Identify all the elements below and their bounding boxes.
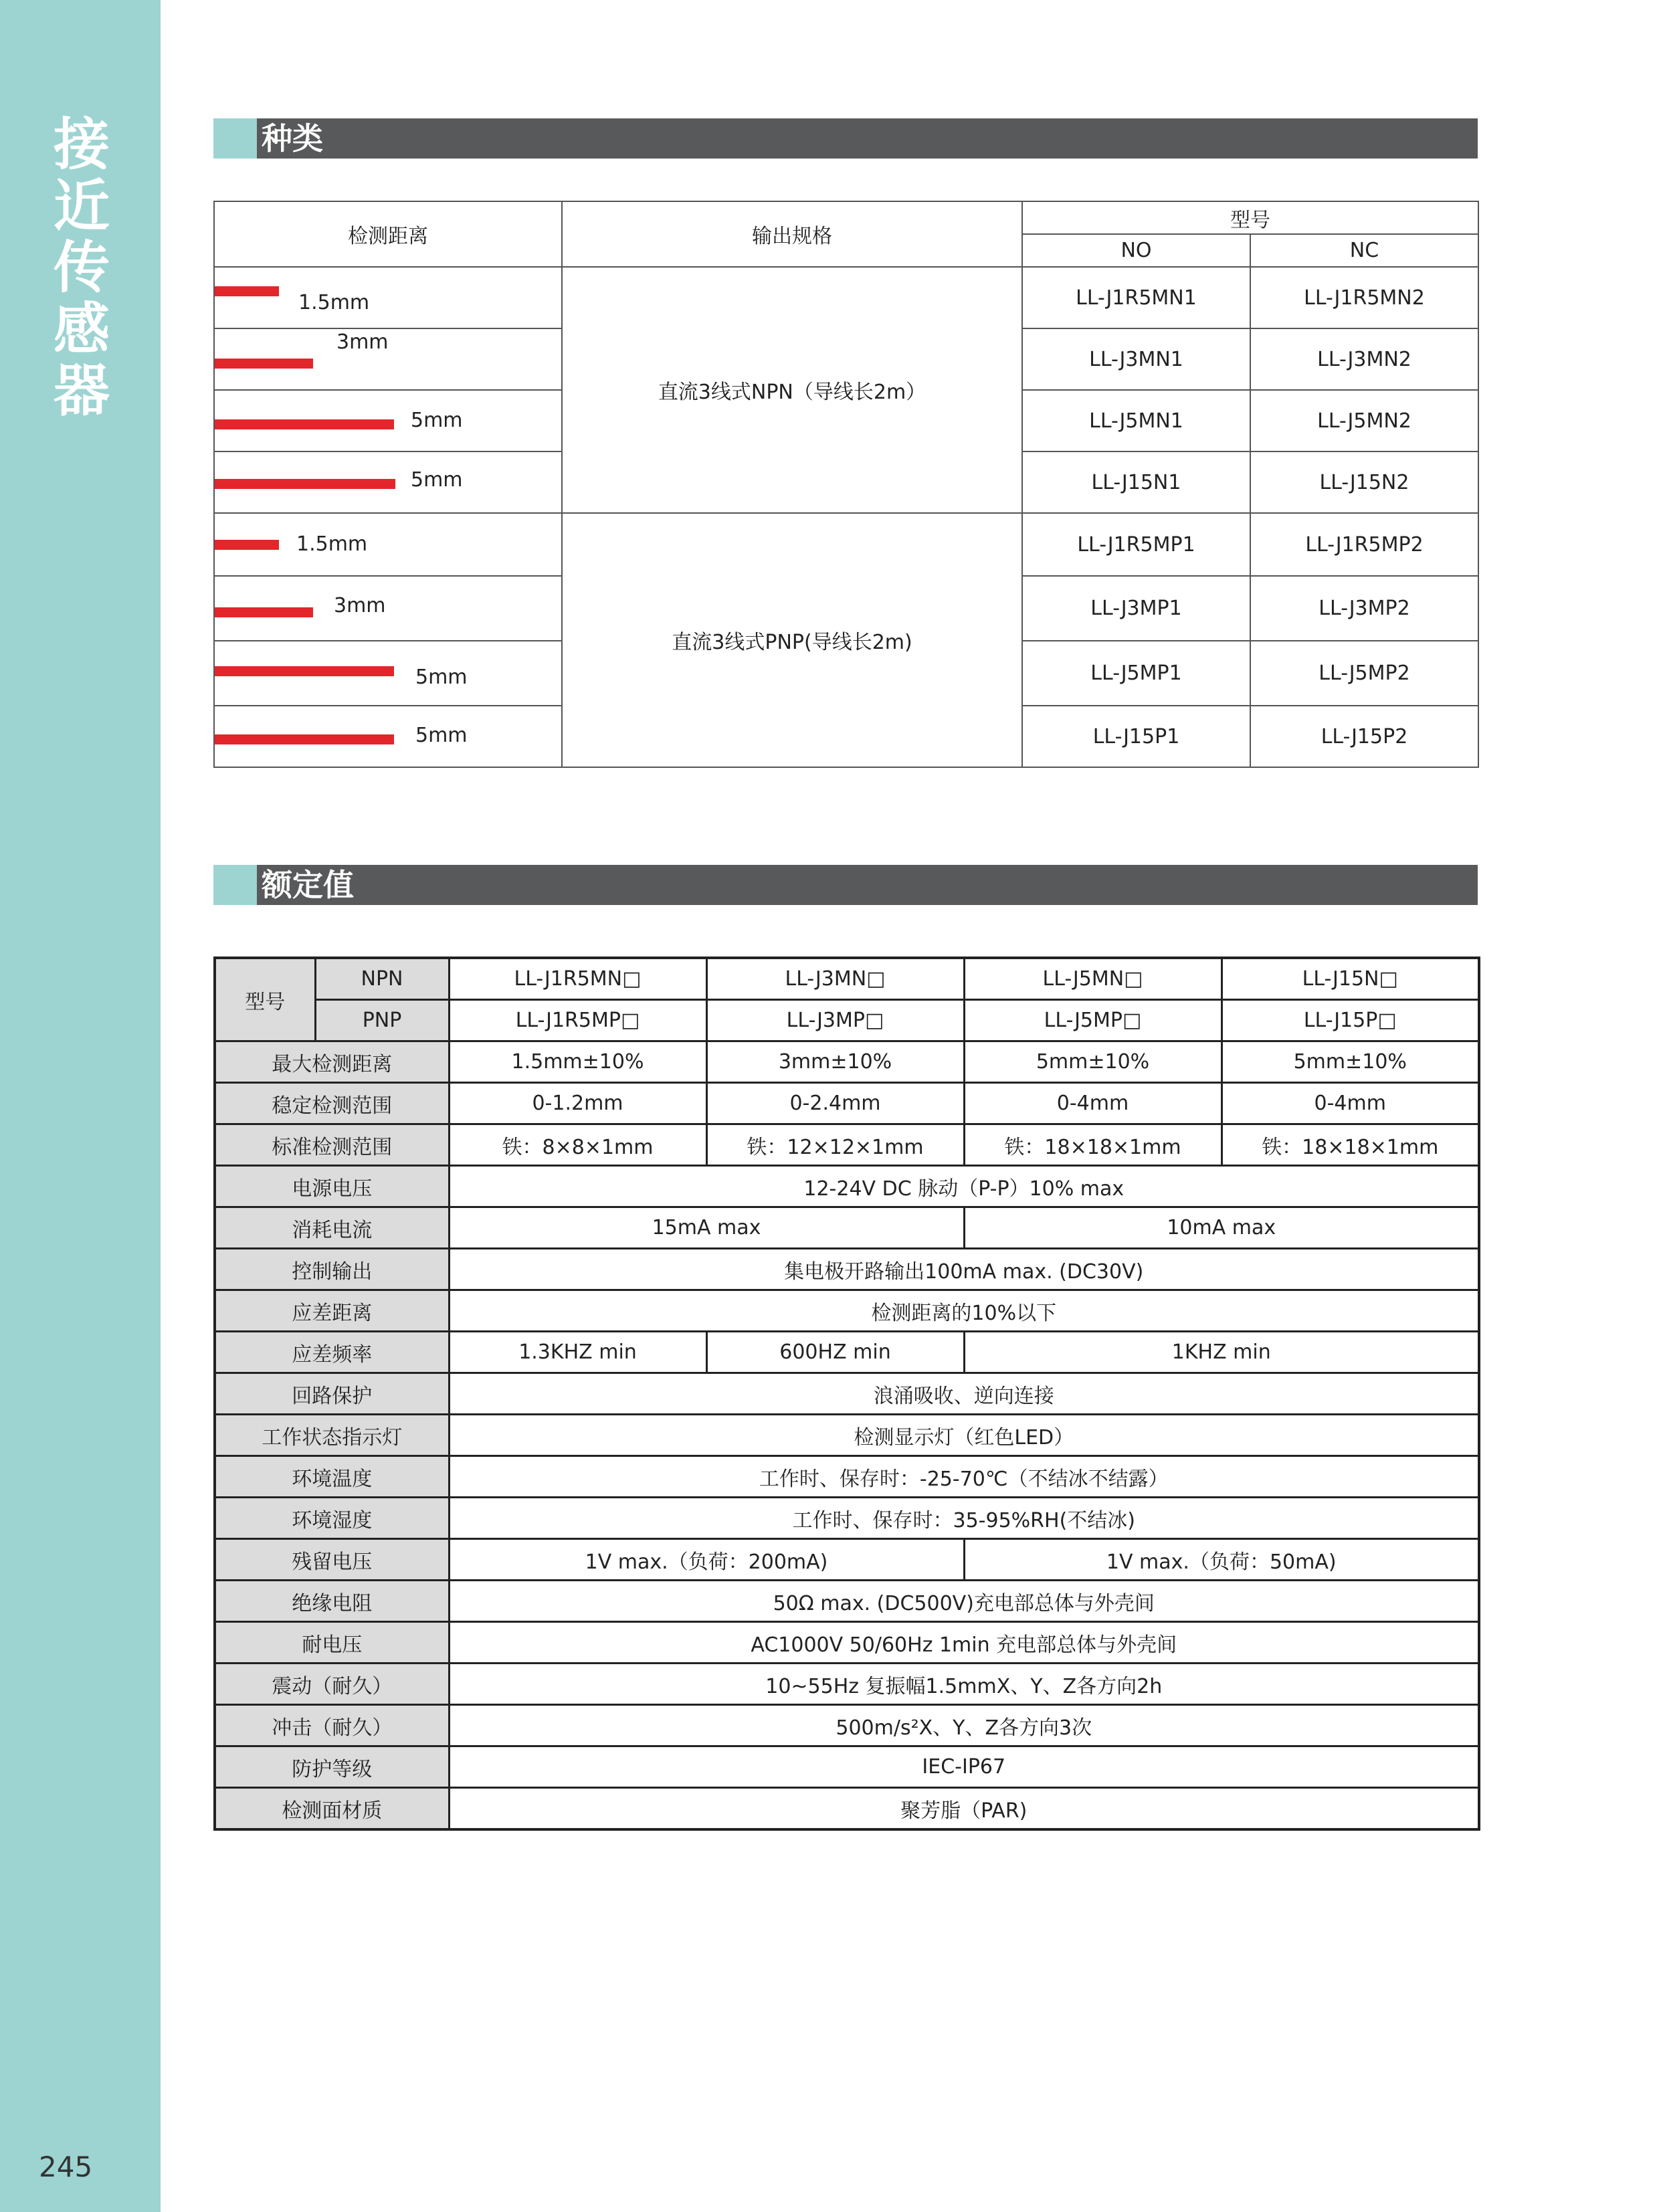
cell: LL-J1R5MP□: [449, 1000, 706, 1041]
side-title-char: 接: [53, 112, 110, 177]
model-no: LL-J1R5MN1: [1022, 267, 1250, 328]
row-label: 电源电压: [215, 1166, 449, 1207]
distance-bar: [215, 359, 313, 369]
cell: 10mA max: [964, 1207, 1479, 1249]
cell: 铁：8×8×1mm: [449, 1124, 706, 1166]
model-nc: LL-J15N2: [1250, 451, 1478, 513]
table-row: [215, 1124, 1479, 1166]
row-label: 残留电压: [215, 1539, 449, 1581]
cell: 集电极开路输出100mA max. (DC30V): [449, 1249, 1479, 1290]
side-title-char: 器: [53, 358, 110, 423]
distance-bar: [215, 419, 394, 429]
distance-cell: [214, 576, 562, 641]
cell: 1V max.（负荷：50mA): [964, 1539, 1479, 1581]
cell: 聚芳脂（PAR): [449, 1788, 1479, 1830]
cell: 工作时、保存时：-25-70℃（不结冰不结露）: [449, 1456, 1479, 1498]
model-nc: LL-J1R5MN2: [1250, 267, 1478, 328]
distance-cell: [214, 641, 562, 706]
page-number: 245: [39, 2150, 93, 2183]
table-row: [215, 1456, 1479, 1498]
cell: 15mA max: [449, 1207, 964, 1249]
side-title-char: 近: [53, 173, 110, 239]
row-label: 冲击（耐久）: [215, 1705, 449, 1746]
distance-label: 3mm: [336, 330, 389, 354]
model-no: LL-J5MP1: [1022, 641, 1250, 706]
model-nc: LL-J3MN2: [1250, 328, 1478, 390]
header-no: NO: [1022, 234, 1250, 267]
row-label: 消耗电流: [215, 1207, 449, 1249]
distance-cell: [214, 451, 562, 513]
row-label: 最大检测距离: [215, 1041, 449, 1083]
table-row: [215, 1373, 1479, 1415]
section-accent: [213, 118, 257, 159]
cell: LL-J5MP□: [964, 1000, 1222, 1041]
row-label: NPN: [315, 958, 449, 1000]
table-row: [215, 1083, 1479, 1124]
header-nc: NC: [1250, 234, 1478, 267]
table-row: [215, 958, 1479, 1000]
model-nc: LL-J3MP2: [1250, 576, 1478, 641]
cell: 5mm±10%: [1222, 1041, 1479, 1083]
cell: 0-4mm: [1222, 1083, 1479, 1124]
cell: AC1000V 50/60Hz 1min 充电部总体与外壳间: [449, 1622, 1479, 1664]
section-header-types: [213, 118, 1478, 159]
header-model: 型号: [1022, 201, 1478, 234]
row-label: PNP: [315, 1000, 449, 1041]
row-label: 防护等级: [215, 1746, 449, 1788]
cell: 10~55Hz 复振幅1.5mmX、Y、Z各方向2h: [449, 1664, 1479, 1705]
distance-bar: [215, 607, 313, 617]
cell: 浪涌吸收、逆向连接: [449, 1373, 1479, 1415]
row-label: 检测面材质: [215, 1788, 449, 1830]
distance-label: 1.5mm: [296, 532, 368, 556]
sidebar: [0, 0, 161, 2212]
row-label: 工作状态指示灯: [215, 1415, 449, 1456]
table-row: [215, 1788, 1479, 1830]
cell: LL-J1R5MN□: [449, 958, 706, 1000]
side-title-char: 传: [53, 235, 110, 300]
section-header-ratings: [213, 865, 1478, 905]
cell: 铁：18×18×1mm: [1222, 1124, 1479, 1166]
cell: 检测距离的10%以下: [449, 1290, 1479, 1332]
cell: 1KHZ min: [964, 1332, 1479, 1373]
section-title: 种类: [262, 120, 323, 157]
model-no: LL-J3MP1: [1022, 576, 1250, 641]
distance-bar: [215, 540, 279, 550]
cell: 5mm±10%: [964, 1041, 1222, 1083]
distance-bar: [215, 286, 279, 296]
model-nc: LL-J1R5MP2: [1250, 513, 1478, 576]
output-spec-npn: 直流3线式NPN（导线长2m）: [562, 267, 1022, 513]
model-no: LL-J15N1: [1022, 451, 1250, 513]
table-row: [214, 513, 1478, 576]
distance-label: 5mm: [411, 468, 463, 492]
distance-cell: [214, 513, 562, 576]
cell: 铁：18×18×1mm: [964, 1124, 1222, 1166]
table-row: [214, 267, 1478, 328]
model-nc: LL-J5MP2: [1250, 641, 1478, 706]
table-row: [215, 1581, 1479, 1622]
cell: 0-2.4mm: [706, 1083, 964, 1124]
model-no: LL-J1R5MP1: [1022, 513, 1250, 576]
row-label: 耐电压: [215, 1622, 449, 1664]
model-no: LL-J15P1: [1022, 706, 1250, 767]
distance-cell: [214, 706, 562, 767]
cell: 铁：12×12×1mm: [706, 1124, 964, 1166]
table-row: [215, 1705, 1479, 1746]
row-label: 控制输出: [215, 1249, 449, 1290]
table-row: [215, 1041, 1479, 1083]
header-output: 输出规格: [562, 201, 1022, 267]
row-label: 环境湿度: [215, 1498, 449, 1539]
model-no: LL-J3MN1: [1022, 328, 1250, 390]
row-label: 震动（耐久）: [215, 1664, 449, 1705]
table-row: [215, 1415, 1479, 1456]
table-row: [215, 1664, 1479, 1705]
cell: LL-J3MP□: [706, 1000, 964, 1041]
cell: 0-4mm: [964, 1083, 1222, 1124]
header-distance: 检测距离: [214, 201, 562, 267]
cell: 工作时、保存时：35-95%RH(不结冰): [449, 1498, 1479, 1539]
table-row: [215, 1332, 1479, 1373]
cell: LL-J15P□: [1222, 1000, 1479, 1041]
distance-cell: [214, 328, 562, 390]
table-row: [215, 1290, 1479, 1332]
side-title-char: 感: [53, 296, 110, 362]
section-accent: [213, 865, 257, 905]
table-row: [215, 1207, 1479, 1249]
row-label: 应差距离: [215, 1290, 449, 1332]
table-row: [215, 1622, 1479, 1664]
output-spec-pnp: 直流3线式PNP(导线长2m): [562, 513, 1022, 767]
types-table: [213, 201, 1479, 768]
row-label: 环境温度: [215, 1456, 449, 1498]
cell: 1.5mm±10%: [449, 1041, 706, 1083]
cell: IEC-IP67: [449, 1746, 1479, 1788]
cell: 1.3KHZ min: [449, 1332, 706, 1373]
table-row: [215, 1249, 1479, 1290]
model-no: LL-J5MN1: [1022, 390, 1250, 451]
cell: 3mm±10%: [706, 1041, 964, 1083]
section-title: 额定值: [262, 867, 354, 903]
cell: LL-J15N□: [1222, 958, 1479, 1000]
table-row: [215, 1746, 1479, 1788]
ratings-table: [213, 957, 1480, 1831]
row-label: 回路保护: [215, 1373, 449, 1415]
cell: 500m/s²X、Y、Z各方向3次: [449, 1705, 1479, 1746]
cell: 1V max.（负荷：200mA): [449, 1539, 964, 1581]
distance-label: 5mm: [415, 724, 468, 747]
row-label: 绝缘电阻: [215, 1581, 449, 1622]
cell: 600HZ min: [706, 1332, 964, 1373]
cell: LL-J3MN□: [706, 958, 964, 1000]
distance-label: 1.5mm: [298, 291, 370, 314]
row-label: 标准检测范围: [215, 1124, 449, 1166]
model-nc: LL-J15P2: [1250, 706, 1478, 767]
distance-label: 3mm: [334, 593, 386, 617]
distance-label: 5mm: [415, 665, 468, 689]
table-row: [215, 1539, 1479, 1581]
row-label: 型号: [215, 958, 315, 1041]
table-row: [215, 1498, 1479, 1539]
row-label: 稳定检测范围: [215, 1083, 449, 1124]
distance-cell: [214, 267, 562, 328]
table-row: [215, 1166, 1479, 1207]
model-nc: LL-J5MN2: [1250, 390, 1478, 451]
cell: 50Ω max. (DC500V)充电部总体与外壳间: [449, 1581, 1479, 1622]
distance-cell: [214, 390, 562, 451]
cell: LL-J5MN□: [964, 958, 1222, 1000]
distance-bar: [215, 666, 394, 676]
distance-bar: [215, 479, 395, 489]
row-label: 应差频率: [215, 1332, 449, 1373]
distance-label: 5mm: [411, 409, 463, 432]
cell: 0-1.2mm: [449, 1083, 706, 1124]
cell: 检测显示灯（红色LED）: [449, 1415, 1479, 1456]
cell: 12-24V DC 脉动（P-P）10% max: [449, 1166, 1479, 1207]
side-title: [48, 114, 115, 421]
table-row: [215, 1000, 1479, 1041]
distance-bar: [215, 734, 394, 744]
